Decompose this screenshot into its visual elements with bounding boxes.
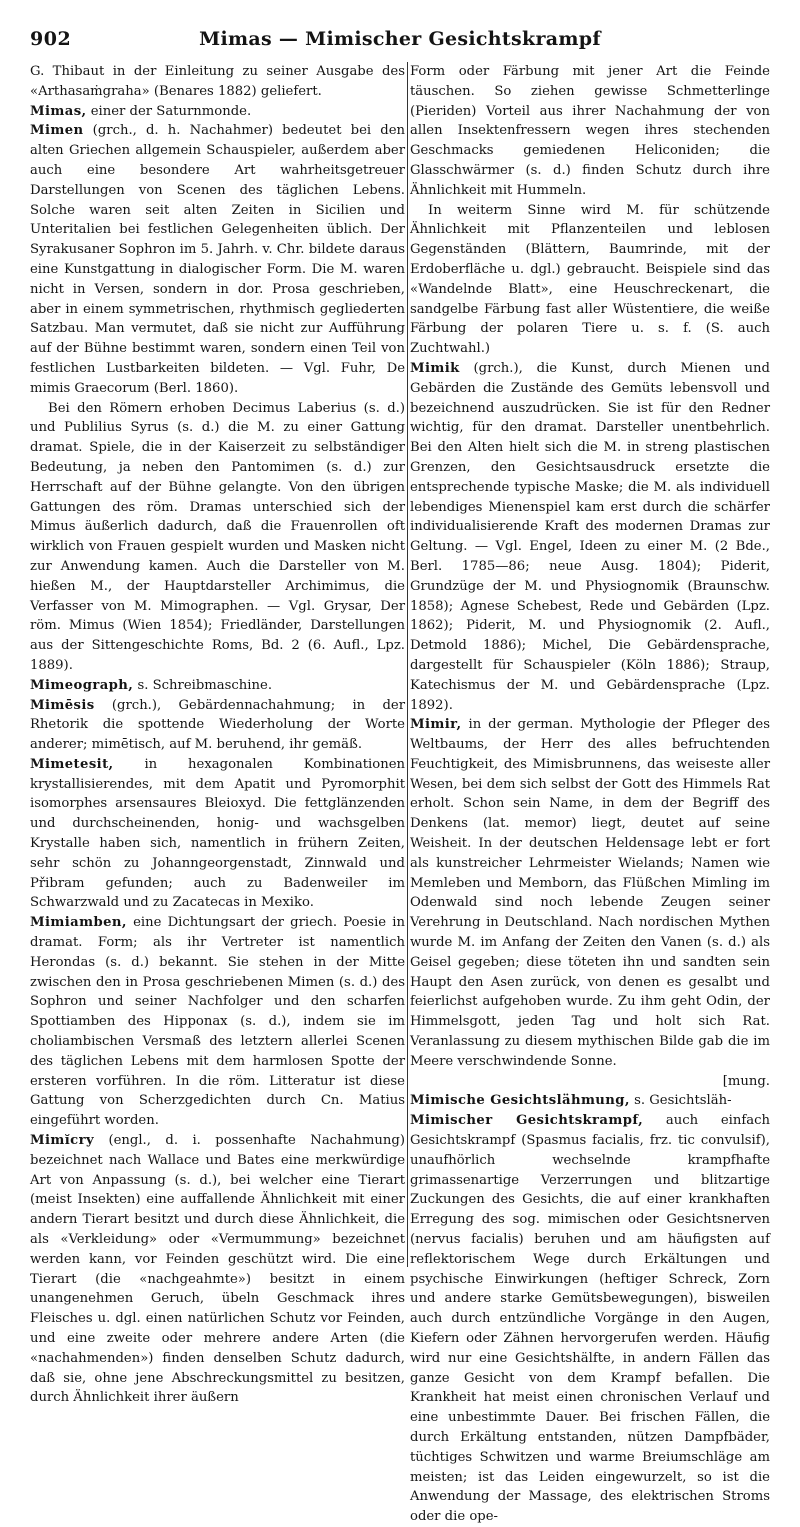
entry-mimas: Mimas, einer der Saturnmonde.: [30, 103, 252, 119]
headword: Mimĭcry: [30, 1133, 95, 1149]
text-columns: [30, 62, 770, 1525]
headword: Mimischer Gesichtskrampf,: [410, 1113, 644, 1129]
entry-mimik: Mimik (grch.), die Kunst, durch Mienen und Gebärden die Zustände des Gemüts lebensvoll und bezeichnend auszudrücken. Sie ist für den Redner wichtig, für den dramat. Darsteller unentbehrlich. Bei den Alten hielt sich die M. in streng plastischen Grenzen, den Gesichtsausdruck ersetzte die entsprechende typische Maske; die M. als individuell lebendiges Mienenspiel kam erst durch die schärfer individualisierende Kraft des modernen Dramas zur Geltung. — Vgl. Engel, Ideen zu einer M. (2 Bde., Berl. 1785—86; neue Ausg. 1804); Piderit, Grundzüge der M. und Physiognomik (Braunschw. 1858); Agnese Schebest, Rede und Gebärden (Lpz. 1862); Piderit, M. und Physiognomik (2. Aufl., Detmold 1886); Michel, Die Gebärdensprache, dargestellt für Schauspieler (Köln 1886); Straup, Katechismus der M. und Gebärdensprache (Lpz. 1892).: [410, 360, 770, 713]
entry-mimen: Mimen (grch., d. h. Nachahmer) bedeutet bei den alten Griechen allgemein Schauspieler, außerdem aber auch eine besondere Art wahrheitsgetreuer Darstellungen von Scenen des täglichen Lebens. Solche waren seit alten Zeiten in Sicilien und Unteritalien bei festlichen Gelegenheiten üblich. Der Syrakusaner Sophron im 5. Jahrh. v. Chr. bildete daraus eine Kunstgattung in dialogischer Form. Die M. waren nicht in Versen, sondern in dor. Prosa geschrieben, aber in einem symmetrischen, rhythmisch gegliederten Satzbau. Man vermutet, daß sie nicht zur Aufführung auf der Bühne bestimmt waren, sondern einen Teil von festlichen Lustbarkeiten bildeten. — Vgl. Fuhr, De mimis Graecorum (Berl. 1860).: [30, 123, 405, 396]
line-end-fragment: [mung.: [722, 1073, 770, 1089]
headword: Mimik: [410, 360, 460, 376]
headword: Mimēsis: [30, 697, 95, 713]
entry-mimischer-gesichtskrampf: Mimischer Gesichtskrampf, auch einfach Gesichtskrampf (Spasmus facialis, frz. tic convulsif), unaufhörlich wechselnde krampfhafte grimassenartige Verzerrungen und blitzartige Zuckungen des Gesichts, die auf einer krankhaften Erregung des sog. mimischen oder Gesichtsnerven (nervus facialis) beruhen und am häufigsten auf reflektorischem Wege durch Erkältungen und psychische Einwirkungen (heftiger Schreck, Zorn und andere starke Gemütsbewegungen), bisweilen auch durch entzündliche Vorgänge in den Augen, Kiefern oder Zähnen hervorgerufen werden. Häufig wird nur eine Gesichtshälfte, in andern Fällen das ganze Gesicht von dem Krampf befallen. Die Krankheit hat meist einen chronischen Verlauf und eine unbestimmte Dauer. Bei frischen Fällen, die durch Erkältung entstanden, nützen Dampfbäder, tüchtiges Schwitzen und warme Breiumschläge am meisten; ist das Leiden eingewurzelt, so ist die Anwendung der Massage, des elektrischen Stroms oder die ope-: [410, 1113, 770, 1525]
entry-mimesis: Mimēsis (grch.), Gebärdennachahmung; in der Rhetorik die spottende Wiederholung der Worte anderer; mimētisch, auf M. beruhend, ihr gemäß.: [30, 697, 405, 753]
running-title: Mimas — Mimischer Gesichtskrampf: [199, 28, 601, 50]
page-number: 902: [30, 28, 72, 50]
entry-mimicry: Mimĭcry (engl., d. i. possenhafte Nachahmung) bezeichnet nach Wallace und Bates eine merkwürdige Art von Anpassung (s. d.), bei welcher eine Tierart (meist Insekten) eine auffallende Ähnlichkeit mit einer andern Tierart besitzt und durch diese Ähnlichkeit, die als «Verkleidung» oder «Vermummung» bezeichnet werden kann, vor Feinden geschützt wird. Die eine Tierart (die «nachgeahmte») besitzt in einem unangenehmen Geruch, übeln Geschmack ihres Fleisches u. dgl. einen natürlichen Schutz vor Feinden, und eine zweite oder mehrere andere Arten (die «nachahmenden») finden denselben Schutz dadurch, daß sie, ohne jene Abschreckungsmittel zu besitzen, durch Ähnlichkeit ihrer äußern: [30, 1133, 405, 1406]
paragraph: G. Thibaut in der Einleitung zu seiner Ausgabe des «Arthasaṁgraha» (Benares 1882) geliefert.: [30, 64, 405, 99]
headword: Mimir,: [410, 717, 462, 733]
paragraph: Bei den Römern erhoben Decimus Laberius (s. d.) und Publilius Syrus (s. d.) die M. zu einer Gattung dramat. Spiele, die in der Kaiserzeit zu selbständiger Bedeutung, ja neben den Pantomimen (s. d.) zur Herrschaft auf der Bühne gelangte. Von den übrigen Gattungen des röm. Dramas unterschied sich der Mimus äußerlich dadurch, daß die Frauenrollen oft wirklich von Frauen gespielt wurden und Masken nicht zur Anwendung kamen. Auch die Darsteller von M. hießen M., der Hauptdarsteller Archimimus, die Verfasser von M. Mimographen. — Vgl. Grysar, Der röm. Mimus (Wien 1854); Friedländer, Darstellungen aus der Sittengeschichte Roms, Bd. 2 (6. Aufl., Lpz. 1889).: [30, 400, 405, 673]
column-divider: [407, 62, 408, 1267]
headword: Mimische Gesichtslähmung,: [410, 1093, 630, 1109]
right-column: [410, 62, 770, 1525]
headword: Mimen: [30, 123, 84, 139]
headword: Mimas,: [30, 103, 87, 119]
headword: Mimiamben,: [30, 915, 127, 931]
entry-mimir: Mimir, in der german. Mythologie der Pfleger des Weltbaums, der Herr des alles befruchtenden Feuchtigkeit, des Mimisbrunnens, das weiseste aller Wesen, bei dem sich selbst der Gott des Himmels Rat erholt. Schon sein Name, in dem der Begriff des Denkens (lat. memor) liegt, deutet auf seine Weisheit. In der deutschen Heldensage lebt er fort als kunstreicher Lehrmeister Wielands; Namen wie Memleben und Memborn, das Flüßchen Mimling im Odenwald sind noch lebende Zeugen seiner Verehrung in Deutschland. Nach nordischen Mythen wurde M. im Anfang der Zeiten den Vanen (s. d.) als Geisel gegeben; diese töteten ihn und sandten sein Haupt den Asen zurück, von denen es gesalbt und feierlichst aufgehoben wurde. Zu ihm geht Odin, der Himmelsgott, jeden Tag und holt sich Rat. Veranlassung zu diesem mythischen Bilde gab die im Meere verschwindende Sonne.: [410, 717, 770, 1069]
entry-mimetesit: Mimetesit, in hexagonalen Kombinationen krystallisierendes, mit dem Apatit und Pyromorphit isomorphes arsensaures Bleioxyd. Die fettglänzenden und durchscheinenden, honig- und wachsgelben Krystalle haben sich, namentlich in frühern Zeiten, sehr schön zu Johanngeorgenstadt, Zinnwald und Přibram gefunden; auch zu Badenweiler im Schwarzwald und zu Zacatecas in Mexiko.: [30, 756, 405, 911]
paragraph: Form oder Färbung mit jener Art die Feinde täuschen. So ziehen gewisse Schmetterlinge (Pieriden) Vorteil aus ihrer Nachahmung der von allen Insektenfressern wegen ihres stechenden Geschmacks gemiedenen Heliconiden; die Glasschwärmer (s. d.) finden Schutz durch ihre Ähnlichkeit mit Hummeln.: [410, 64, 770, 198]
entry-mimiamben: Mimiamben, eine Dichtungsart der griech. Poesie in dramat. Form; als ihr Vertreter ist namentlich Herondas (s. d.) bekannt. Sie stehen in der Mitte zwischen den in Prosa geschriebenen Mimen (s. d.) des Sophron und seiner Nachfolger und den scharfen Spottiamben des Hipponax (s. d.), indem sie im choliambischen Versmaß des letztern allerlei Scenen des täglichen Lebens mit dem harmlosen Spotte der ersteren vorführen. In die röm. Litteratur ist diese Gattung von Scherzgedichten durch Cn. Matius eingeführt worden.: [30, 915, 405, 1129]
paragraph: In weiterm Sinne wird M. für schützende Ähnlichkeit mit Pflanzenteilen und leblosen Gegenständen (Blättern, Baumrinde, mit der Erdoberfläche u. dgl.) gebraucht. Beispiele sind das «Wandelnde Blatt», eine Heuschreckenart, die sandgelbe Färbung fast aller Wüstentiere, die weiße Färbung der polaren Tiere u. s. f. (S. auch Zuchtwahl.): [410, 202, 770, 357]
page-header: [30, 28, 770, 58]
headword: Mimeograph,: [30, 677, 134, 693]
entry-mimische-gesichtslaehmung: Mimische Gesichtslähmung, s. Gesichtsläh-: [410, 1093, 732, 1109]
entry-mimeograph: Mimeograph, s. Schreibmaschine.: [30, 677, 273, 693]
headword: Mimetesit,: [30, 756, 114, 772]
left-column: [30, 62, 405, 1406]
